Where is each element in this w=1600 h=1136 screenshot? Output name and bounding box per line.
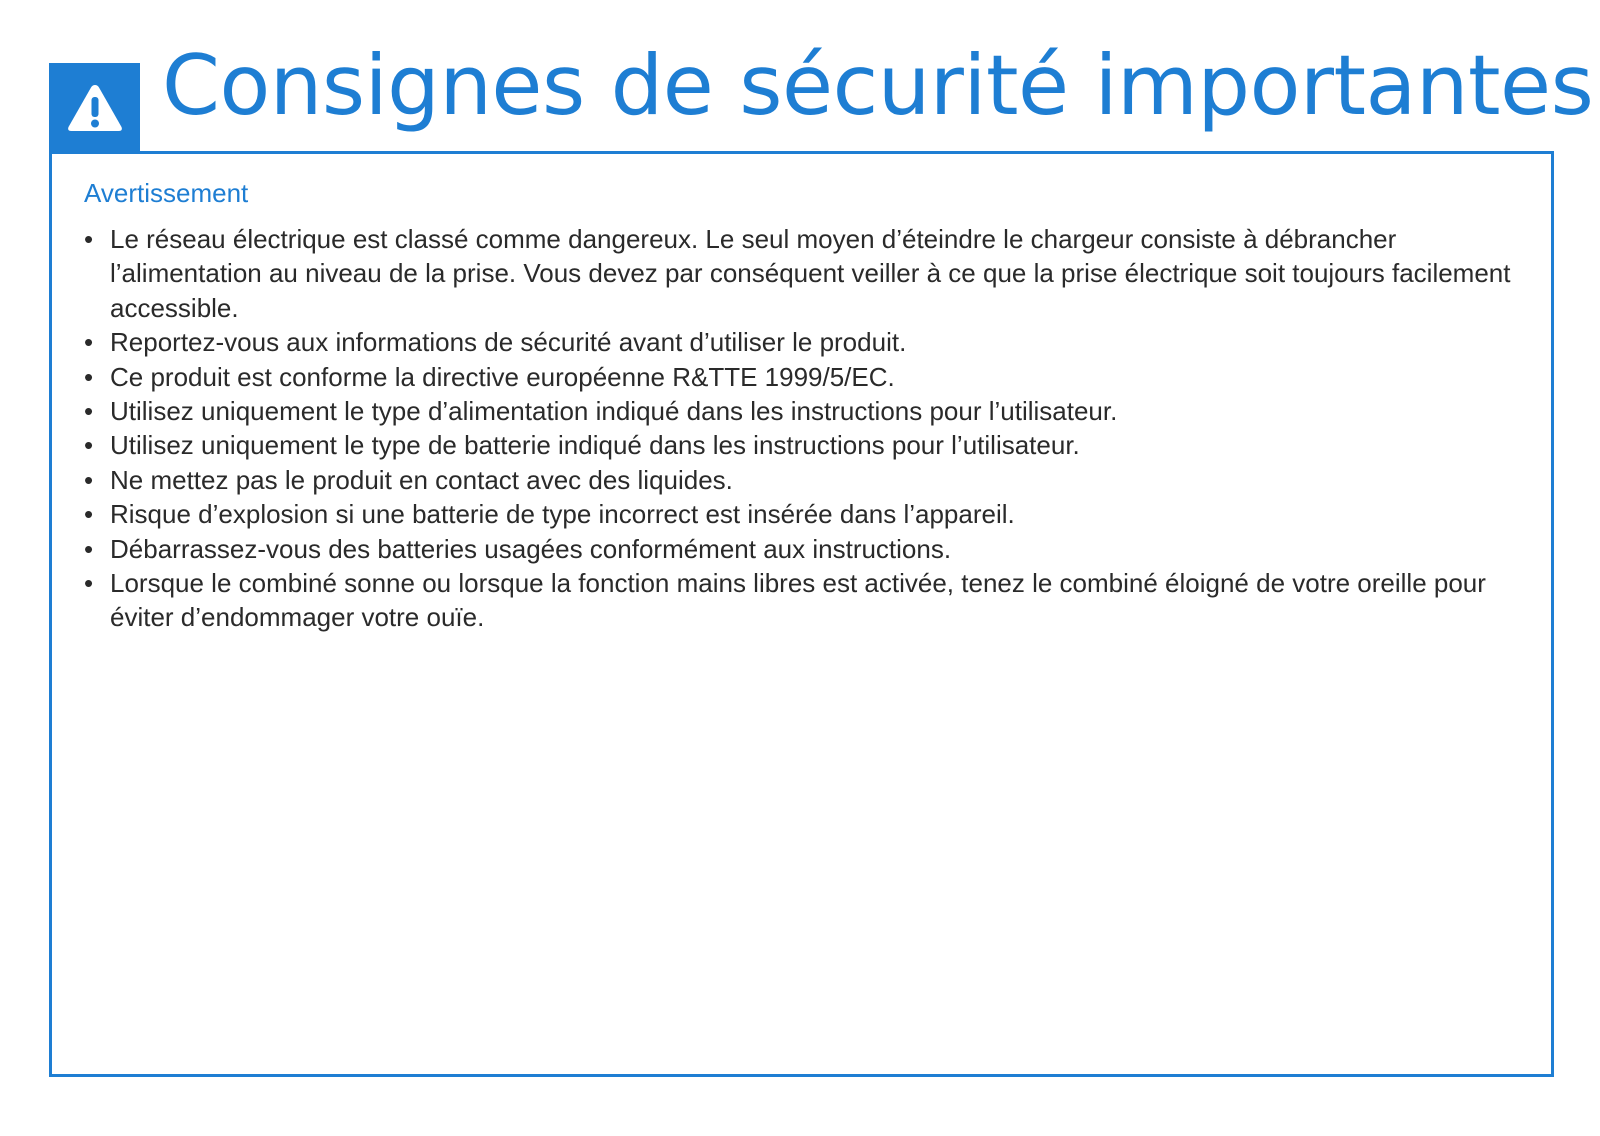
bullet-icon: • — [84, 499, 94, 530]
list-item — [84, 428, 1534, 462]
list-item-text: Reportez-vous aux informations de sécurité avant d’utiliser le produit. — [110, 327, 907, 358]
list-item-text: Utilisez uniquement le type de batterie indiqué dans les instructions pour l’utilisateur. — [110, 430, 1080, 461]
warning-triangle-icon — [66, 82, 124, 134]
list-item-text: Risque d’explosion si une batterie de type incorrect est insérée dans l’appareil. — [110, 499, 1015, 530]
bullet-icon: • — [84, 464, 94, 495]
list-item — [84, 360, 1534, 394]
list-item-text: Ne mettez pas le produit en contact avec des liquides. — [110, 464, 733, 495]
list-item — [84, 222, 1534, 325]
list-item — [84, 497, 1534, 531]
bullet-icon: • — [84, 327, 94, 358]
list-item-text: Lorsque le combiné sonne ou lorsque la fonction mains libres est activée, tenez le combiné éloigné de votre oreille pour éviter d’endommager votre ouïe. — [110, 568, 1486, 633]
bullet-icon: • — [84, 396, 94, 427]
bullet-icon: • — [84, 224, 94, 254]
list-item — [84, 394, 1534, 428]
warning-list — [84, 222, 1534, 635]
section-heading: Avertissement — [84, 178, 249, 208]
list-item-text: Ce produit est conforme la directive européenne R&TTE 1999/5/EC. — [110, 361, 895, 392]
bullet-icon: • — [84, 533, 94, 564]
warning-badge — [49, 63, 140, 152]
list-item — [84, 325, 1534, 359]
list-item-text: Débarrassez-vous des batteries usagées conformément aux instructions. — [110, 533, 952, 564]
list-item — [84, 566, 1534, 635]
bullet-icon: • — [84, 568, 94, 599]
bullet-icon: • — [84, 430, 94, 461]
list-item — [84, 463, 1534, 497]
list-item — [84, 532, 1534, 566]
page-title: Consignes de sécurité importantes — [162, 37, 1594, 134]
list-item-text: Utilisez uniquement le type d’alimentation indiqué dans les instructions pour l’utilisateur. — [110, 396, 1118, 427]
list-item-text: Le réseau électrique est classé comme dangereux. Le seul moyen d’éteindre le chargeur consiste à débrancher l’alimentation au niveau de la prise. Vous devez par conséquent veiller à ce que la prise électrique soit toujours facilement accessible. — [110, 224, 1511, 323]
bullet-icon: • — [84, 361, 94, 392]
